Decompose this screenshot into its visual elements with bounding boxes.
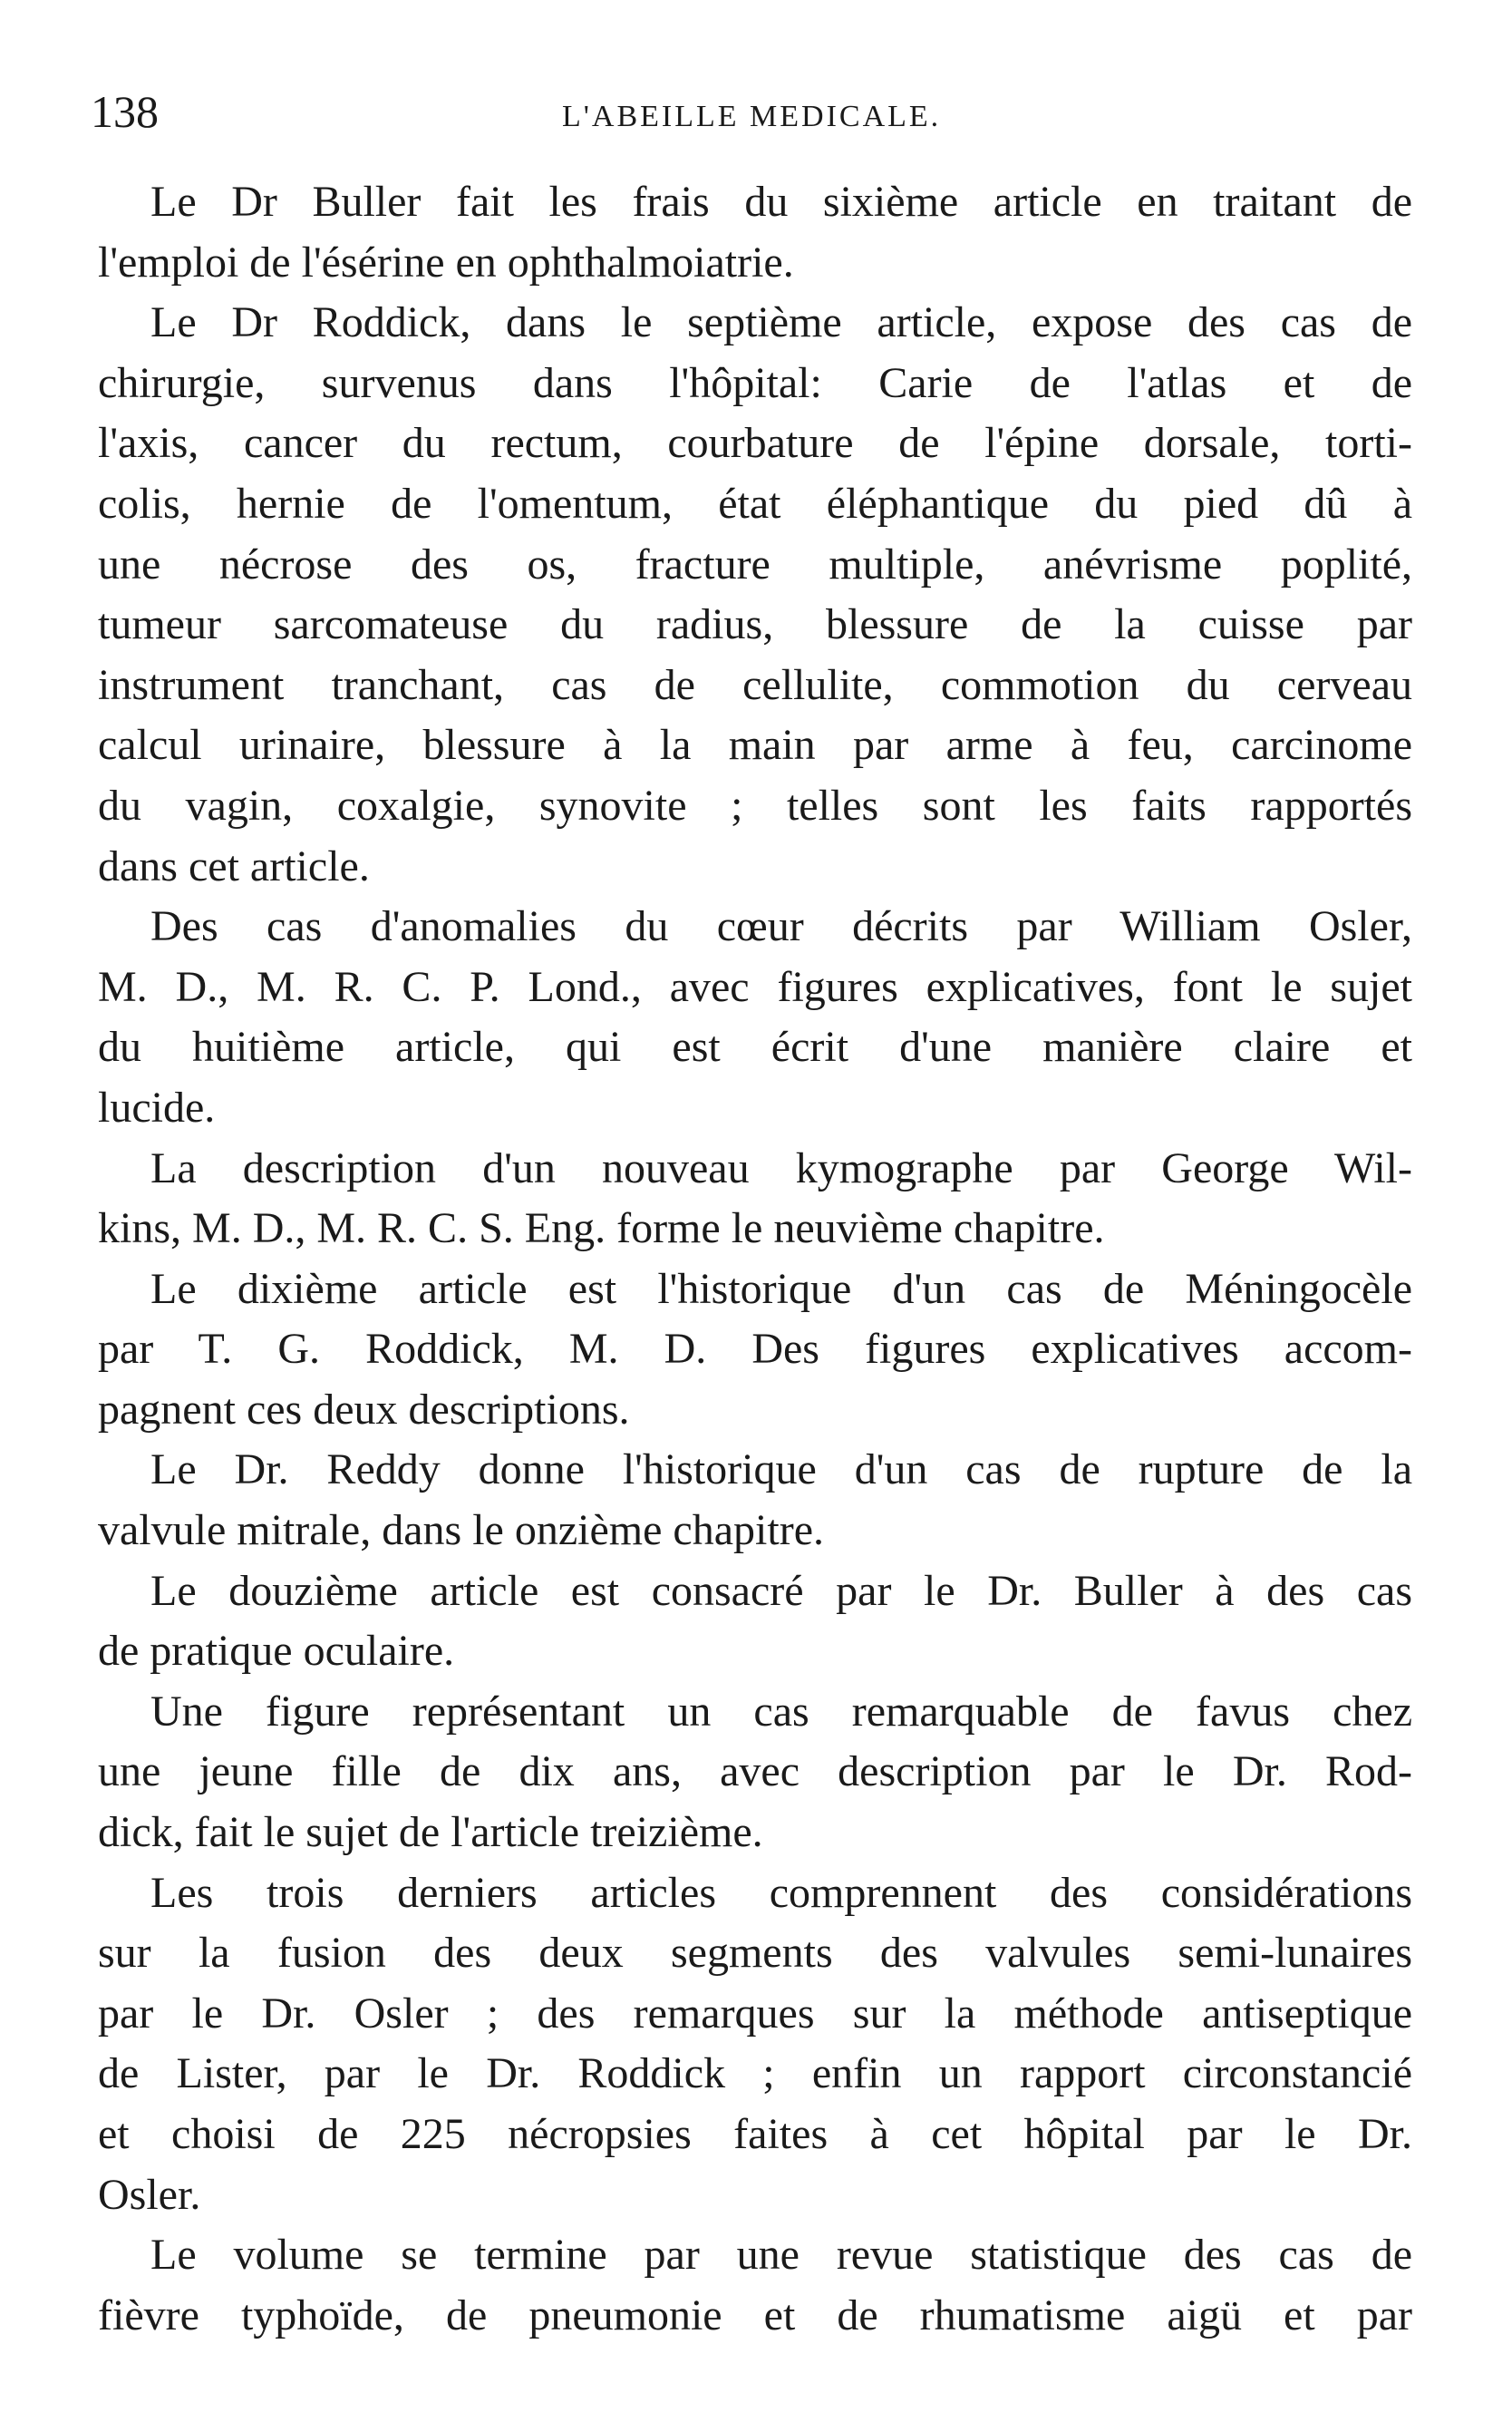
- text-line: instrument tranchant, cas de cellulite, commotion du cerveau: [98, 660, 1412, 709]
- text-line: une jeune fille de dix ans, avec description par le Dr. Rod-: [98, 1747, 1412, 1796]
- text-line: Le douzième article est consacré par le Dr. Buller à des cas: [150, 1566, 1412, 1615]
- text-line: et choisi de 225 nécropsies faites à cet hôpital par le Dr.: [98, 2110, 1412, 2158]
- text-line: du vagin, coxalgie, synovite ; telles sont les faits rapportés: [98, 781, 1412, 830]
- text-line: chirurgie, survenus dans l'hôpital: Carie de l'atlas et de: [98, 358, 1412, 407]
- text-line: Le dixième article est l'historique d'un cas de Méningocèle: [150, 1264, 1412, 1313]
- text-line: sur la fusion des deux segments des valvules semi-lunaires: [98, 1929, 1412, 1978]
- text-line: fièvre typhoïde, de pneumonie et de rhumatisme aigü et par: [98, 2290, 1412, 2339]
- text-line: kins, M. D., M. R. C. S. Eng. forme le neuvième chapitre.: [98, 1204, 1105, 1253]
- text-line: une nécrose des os, fracture multiple, anévrisme poplité,: [98, 540, 1412, 588]
- text-line: pagnent ces deux descriptions.: [98, 1385, 630, 1434]
- body-text: [98, 172, 1412, 2346]
- text-line: Des cas d'anomalies du cœur décrits par William Osler,: [150, 902, 1412, 951]
- text-line: par le Dr. Osler ; des remarques sur la méthode antiseptique: [98, 1989, 1412, 2038]
- page-number: 138: [91, 86, 159, 137]
- text-line: l'axis, cancer du rectum, courbature de l'épine dorsale, torti-: [98, 419, 1412, 468]
- text-line: lucide.: [98, 1083, 216, 1132]
- text-line: dick, fait le sujet de l'article treizième.: [98, 1808, 763, 1857]
- text-line: Le Dr Buller fait les frais du sixième article en traitant de: [150, 178, 1412, 226]
- text-line: colis, hernie de l'omentum, état éléphantique du pied dû à: [98, 479, 1412, 528]
- running-title: L'ABEILLE MEDICALE.: [562, 100, 942, 133]
- text-line: par T. G. Roddick, M. D. Des figures explicatives accom-: [98, 1325, 1412, 1374]
- text-line: La description d'un nouveau kymographe par George Wil-: [150, 1143, 1412, 1192]
- text-line: Le Dr. Reddy donne l'historique d'un cas de rupture de la: [150, 1445, 1412, 1494]
- text-line: tumeur sarcomateuse du radius, blessure de la cuisse par: [98, 600, 1412, 649]
- text-line: Le Dr Roddick, dans le septième article, expose des cas de: [150, 298, 1412, 347]
- text-line: dans cet article.: [98, 841, 370, 890]
- page-header: [91, 80, 1423, 143]
- text-line: Une figure représentant un cas remarquable de favus chez: [150, 1687, 1412, 1736]
- text-line: Les trois derniers articles comprennent des considérations: [150, 1868, 1412, 1917]
- text-line: l'emploi de l'ésérine en ophthalmoiatrie.: [98, 238, 794, 287]
- text-line: calcul urinaire, blessure à la main par arme à feu, carcinome: [98, 721, 1412, 770]
- text-line: du huitième article, qui est écrit d'une manière claire et: [98, 1023, 1412, 1072]
- text-line: de pratique oculaire.: [98, 1627, 455, 1676]
- text-line: valvule mitrale, dans le onzième chapitre.: [98, 1506, 824, 1555]
- text-line: de Lister, par le Dr. Roddick ; enfin un rapport circonstancié: [98, 2049, 1412, 2098]
- text-line: Le volume se termine par une revue statistique des cas de: [150, 2231, 1412, 2280]
- text-line: M. D., M. R. C. P. Lond., avec figures explicatives, font le sujet: [98, 962, 1412, 1011]
- text-line: Osler.: [98, 2170, 201, 2219]
